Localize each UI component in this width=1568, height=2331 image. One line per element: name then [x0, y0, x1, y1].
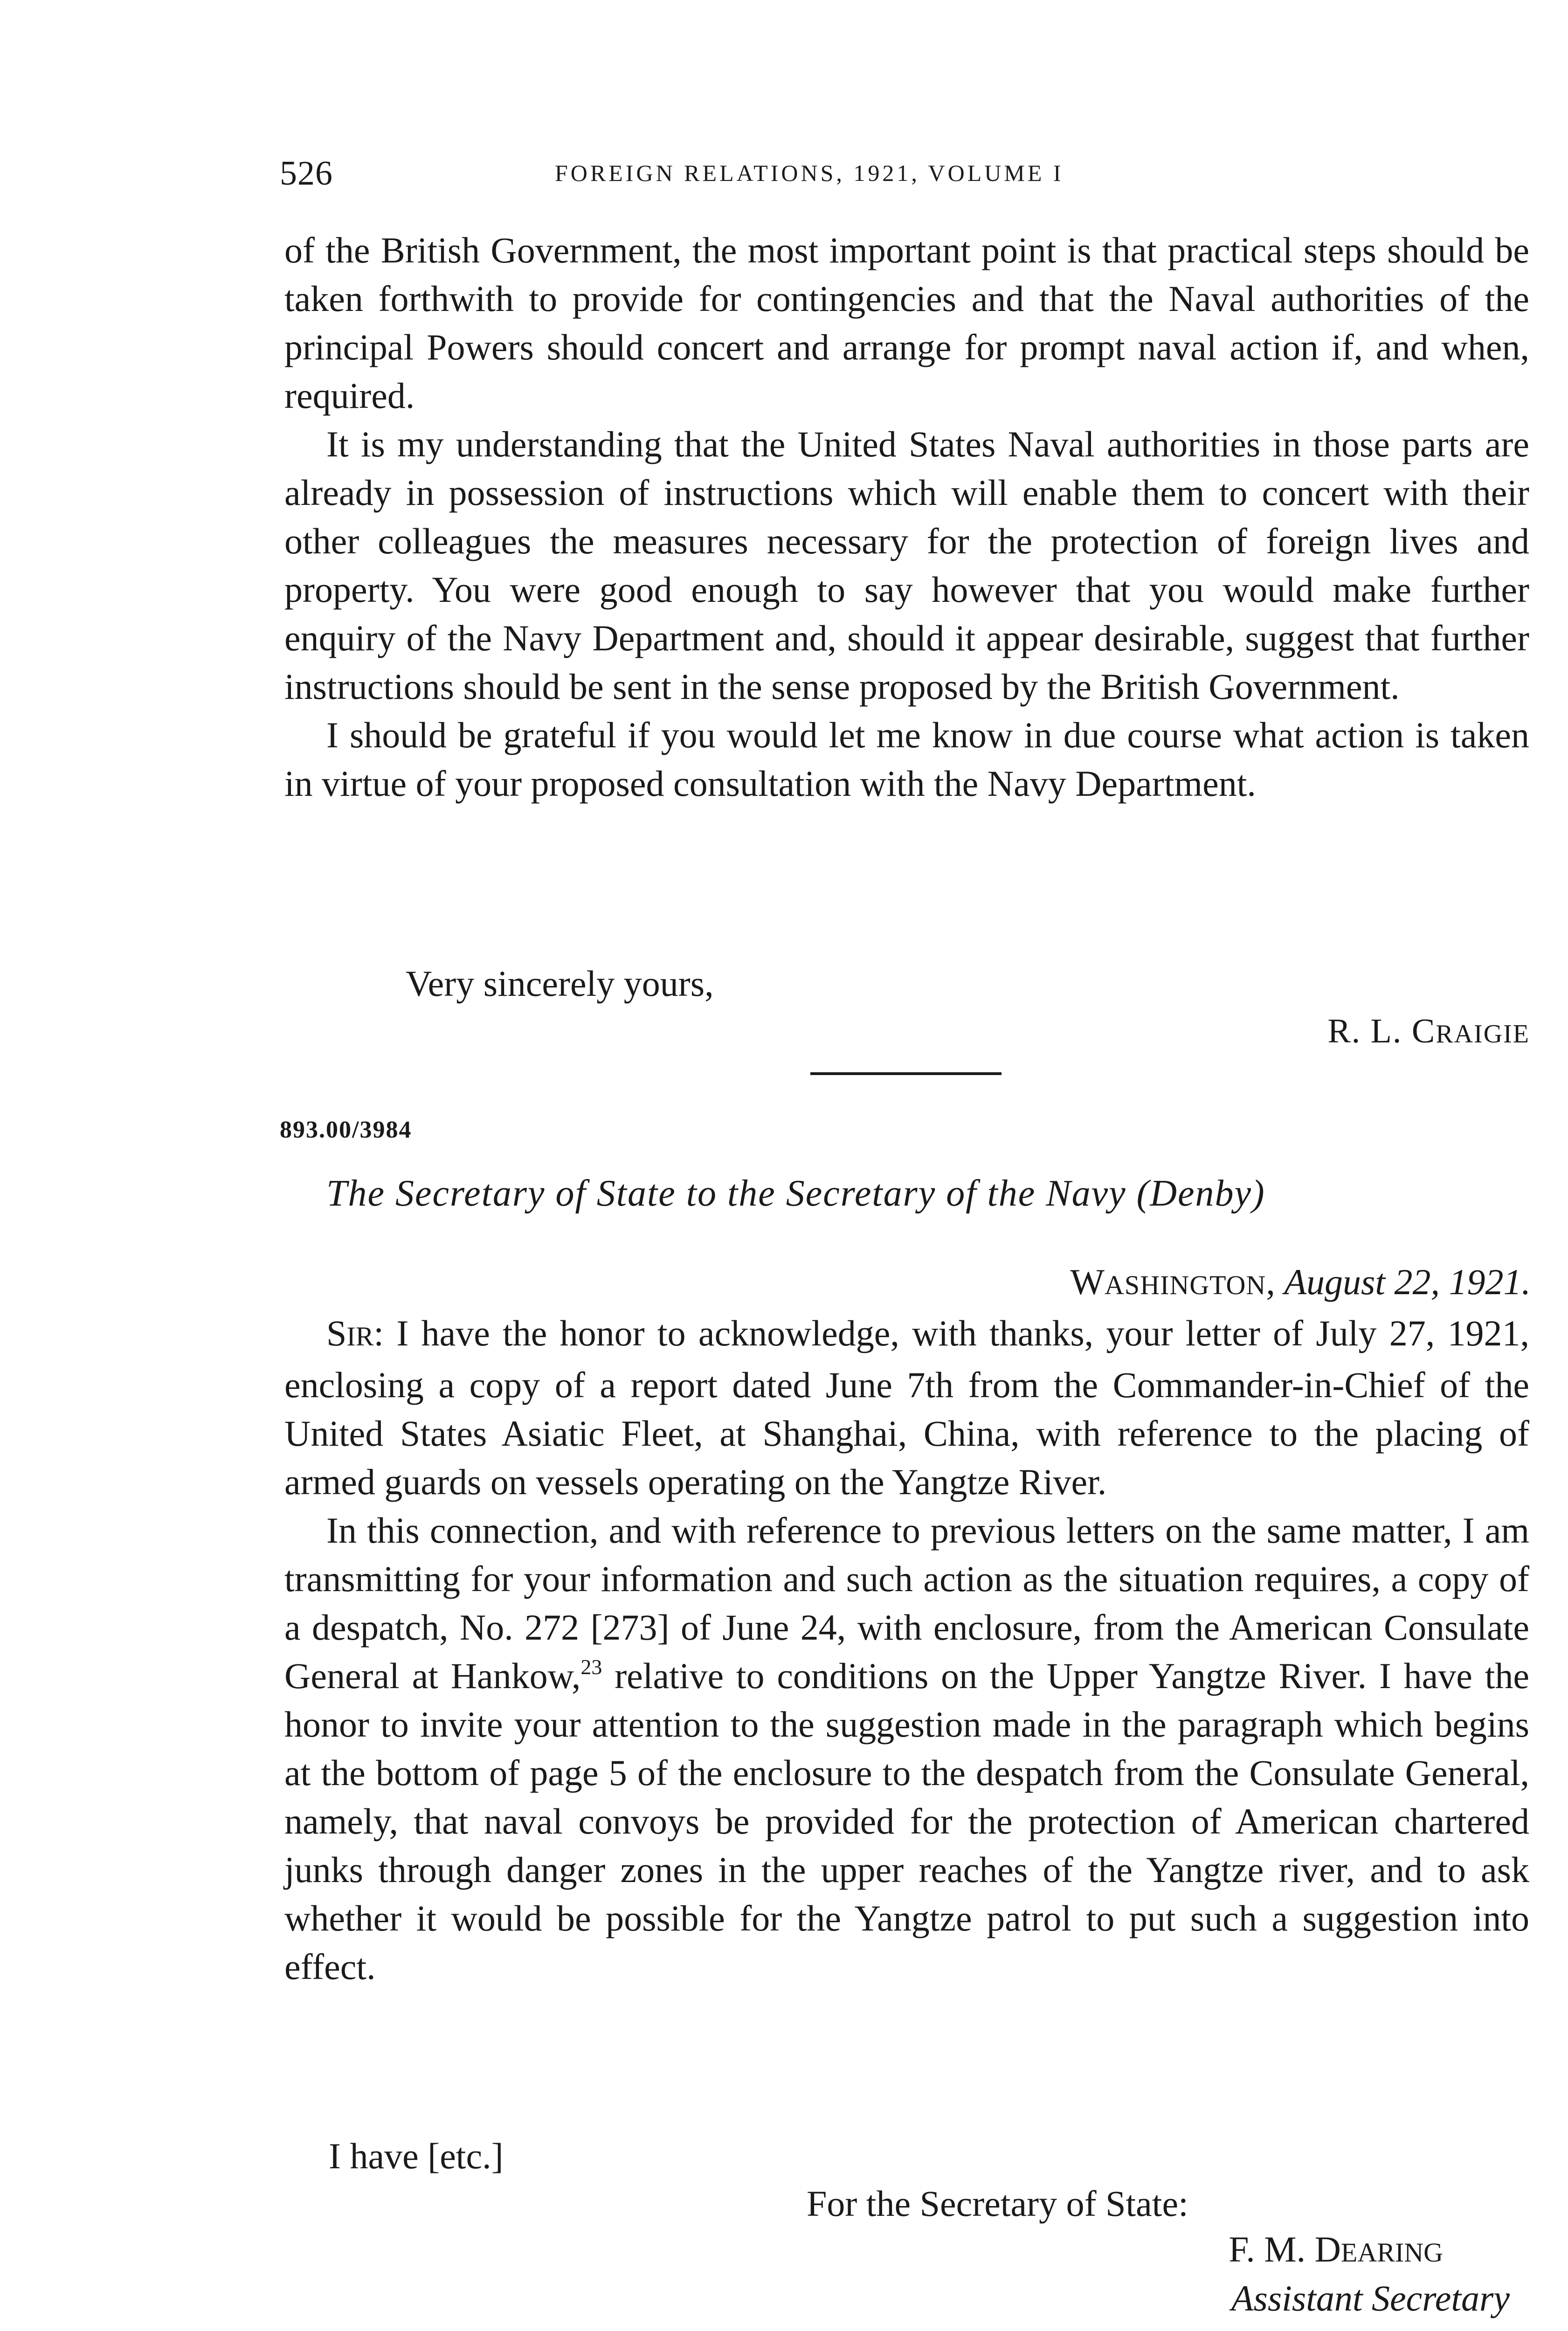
- letter-paragraph: I should be grateful if you would let me know in due course what action is taken in virtue of your proposed consultation with the Navy Department.: [284, 715, 1529, 804]
- signature-initials: F. M. D: [1229, 2229, 1341, 2269]
- signature-dearing: [1229, 2228, 1443, 2270]
- letter-paragraph: It is my understanding that the United States Naval authorities in those parts are already in possession of instructions which will enable them to concert with their other colleagues the measures necessary for the protection of foreign lives and property. You were good enough to say however that you would make further enquiry of the Navy Department and, should it appear desirable, suggest that further instructions should be sent in the sense proposed by the British Government.: [284, 424, 1529, 707]
- salutation-initial: S: [326, 1313, 347, 1353]
- despatch-paragraph: [284, 1506, 1529, 1991]
- salutation: IR: [346, 1321, 374, 1352]
- letter-body: [284, 226, 1529, 808]
- running-head: FOREIGN RELATIONS, 1921, VOLUME I: [555, 160, 1064, 186]
- section-divider: [810, 1072, 1002, 1075]
- dateline-date: August 22, 1921.: [1284, 1262, 1531, 1302]
- closing-etc: I have [etc.]: [329, 2136, 504, 2176]
- dateline-place-initial: W: [1070, 1262, 1105, 1302]
- file-number: 893.00/3984: [280, 1117, 412, 1143]
- despatch-paragraph-text: relative to conditions on the Upper Yangtze River. I have the honor to invite your attention to the suggestion made in the paragraph which begins at the bottom of page 5 of the enclosure to the despatch from the Consulate General, namely, that naval convoys be provided for the protection of American chartered junks through danger zones in the upper reaches of the Yangtze river, and to ask whether it would be possible for the Yangtze patrol to put such a suggestion into effect.: [284, 1655, 1529, 1987]
- despatch-paragraph-text: : I have the honor to acknowledge, with thanks, your letter of July 27, 1921, enclosing a copy of a report dated June 7th from the Commander-in-Chief of the United States Asiatic Fleet, at Shanghai, China, with reference to the placing of armed guards on vessels operating on the Yangtze River.: [284, 1313, 1529, 1502]
- despatch-paragraph: [284, 1309, 1529, 1506]
- despatch-body: [284, 1309, 1529, 1991]
- footnote-reference: 23: [580, 1655, 602, 1679]
- dateline-place: ASHINGTON: [1105, 1270, 1266, 1300]
- signature-surname: RAIGIE: [1436, 1020, 1530, 1048]
- letter-closing: Very sincerely yours,: [406, 963, 714, 1004]
- page-number: 526: [280, 154, 333, 193]
- dateline-separator: ,: [1266, 1262, 1285, 1302]
- letter-paragraph-continued: of the British Government, the most important point is that practical steps should be taken forthwith to provide for contingencies and that the Naval authorities of the principal Powers should concert and arrange for prompt naval action if, and when, required.: [284, 230, 1529, 416]
- dateline: [1070, 1261, 1531, 1303]
- signature-initials: R. L. C: [1327, 1012, 1436, 1050]
- signature-surname: EARING: [1340, 2237, 1443, 2268]
- signature-craigie: [1327, 1012, 1530, 1051]
- despatch-paragraph-text: In this connection, and with reference to previous letters on the same matter, I am transmitting for your information and such action as the situation requires, a copy of a despatch, No. 272 [273] of June 24, with enclosure, from the American Consulate General at Hankow,: [284, 1510, 1529, 1696]
- for-secretary-line: For the Secretary of State:: [807, 2183, 1188, 2224]
- page-header: [280, 154, 1525, 196]
- document-title: The Secretary of State to the Secretary of the Navy (Denby): [326, 1173, 1265, 1214]
- signature-title: Assistant Secretary: [1231, 2278, 1510, 2318]
